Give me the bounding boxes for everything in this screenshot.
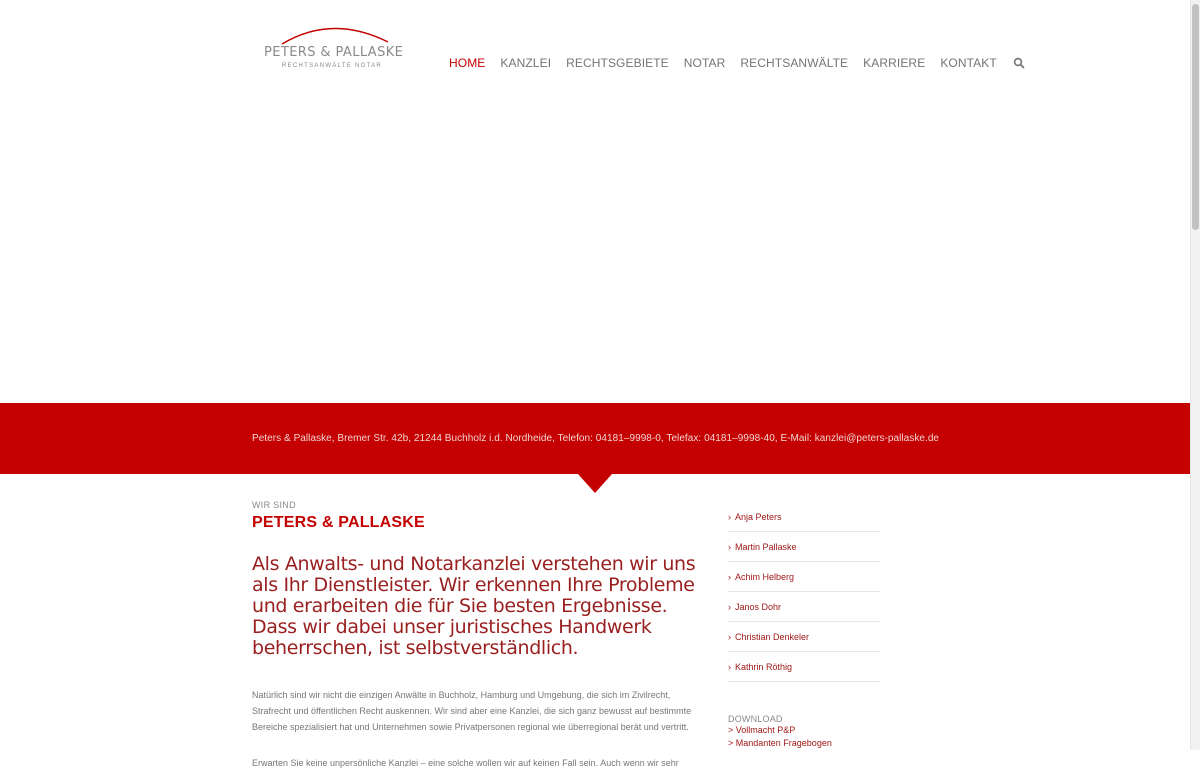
nav-rechtsgebiete[interactable]: RECHTSGEBIETE [566, 56, 669, 70]
page-scrollbar[interactable] [1190, 0, 1200, 750]
chevron-right-icon: › [728, 541, 731, 552]
contact-bar [0, 403, 1190, 474]
sidebar-item-label: Anja Peters [735, 511, 782, 522]
intro-lead: Als Anwalts- und Notarkanzlei verstehen wir uns als Ihr Dienstleister. Wir erkennen Ihre Probleme und erarbeiten die für Sie besten Ergebnisse. Dass wir dabei unser juristisches Handwerk beherrschen, ist selbstverständlich. [252, 553, 696, 659]
chevron-right-icon: › [728, 601, 731, 612]
sidebar-item-janos-dohr[interactable] [728, 592, 880, 622]
contact-bar-arrow [578, 474, 612, 493]
contact-info: Peters & Pallaske, Bremer Str. 42b, 21244 Buchholz i.d. Nordheide, Telefon: 04181–9998-0, Telefax: 04181–9998-40, E-Mail: kanzlei@peters-pallaske.de [252, 433, 940, 444]
sidebar-item-label: Martin Pallaske [735, 541, 797, 552]
intro-title: PETERS & PALLASKE [252, 514, 425, 531]
main-nav [449, 54, 1027, 72]
nav-kanzlei[interactable]: KANZLEI [500, 56, 552, 70]
intro-paragraph: Natürlich sind wir nicht die einzigen Anwälte in Buchholz, Hamburg und Umgebung, die sich im Zivilrecht, Strafrecht und öffentlichen Recht auskennen. Wir sind aber eine Kanzlei, die sich ganz bewusst auf bestimmte Bereiche spezialisiert hat und Unternehmen sowie Privatpersonen regional wie überregional berät und vertritt. [252, 690, 692, 732]
chevron-right-icon: › [728, 571, 731, 582]
chevron-right-icon: › [728, 631, 731, 642]
site-header [0, 0, 1190, 124]
sidebar-item-christian-denkeler[interactable] [728, 622, 880, 652]
sidebar [728, 502, 880, 750]
sidebar-item-achim-helberg[interactable] [728, 562, 880, 592]
intro-section [252, 500, 702, 771]
logo-subtitle: RECHTSANWÄLTE NOTAR [281, 63, 383, 69]
chevron-right-icon: › [728, 661, 731, 672]
nav-rechtsanwaelte[interactable]: RECHTSANWÄLTE [740, 56, 849, 70]
nav-home[interactable]: HOME [449, 56, 486, 70]
sidebar-item-anja-peters[interactable] [728, 502, 880, 532]
nav-karriere[interactable]: KARRIERE [863, 56, 926, 70]
download-heading: DOWNLOAD [728, 714, 783, 724]
scrollbar-thumb[interactable] [1192, 4, 1199, 230]
sidebar-item-martin-pallaske[interactable] [728, 532, 880, 562]
search-icon[interactable] [1013, 56, 1027, 70]
sidebar-item-kathrin-roethig[interactable] [728, 652, 880, 682]
sidebar-item-label: Christian Denkeler [735, 631, 810, 642]
download-link-vollmacht[interactable]: > Vollmacht P&P [728, 725, 796, 735]
intro-paragraph-2: Erwarten Sie keine unpersönliche Kanzlei – eine solche wollen wir auf keinen Fall sein. Auch wenn wir sehr [252, 758, 679, 768]
download-link-fragebogen[interactable]: > Mandanten Fragebogen [728, 738, 832, 748]
logo-name: PETERS & PALLASKE [264, 45, 404, 60]
chevron-right-icon: › [728, 511, 731, 522]
nav-notar[interactable]: NOTAR [683, 56, 726, 70]
intro-eyebrow: WIR SIND [252, 500, 296, 510]
nav-kontakt[interactable]: KONTAKT [940, 56, 997, 70]
sidebar-item-label: Kathrin Röthig [735, 661, 793, 672]
sidebar-item-label: Achim Helberg [735, 571, 795, 582]
site-logo[interactable] [262, 20, 402, 74]
sidebar-item-label: Janos Dohr [735, 601, 782, 612]
